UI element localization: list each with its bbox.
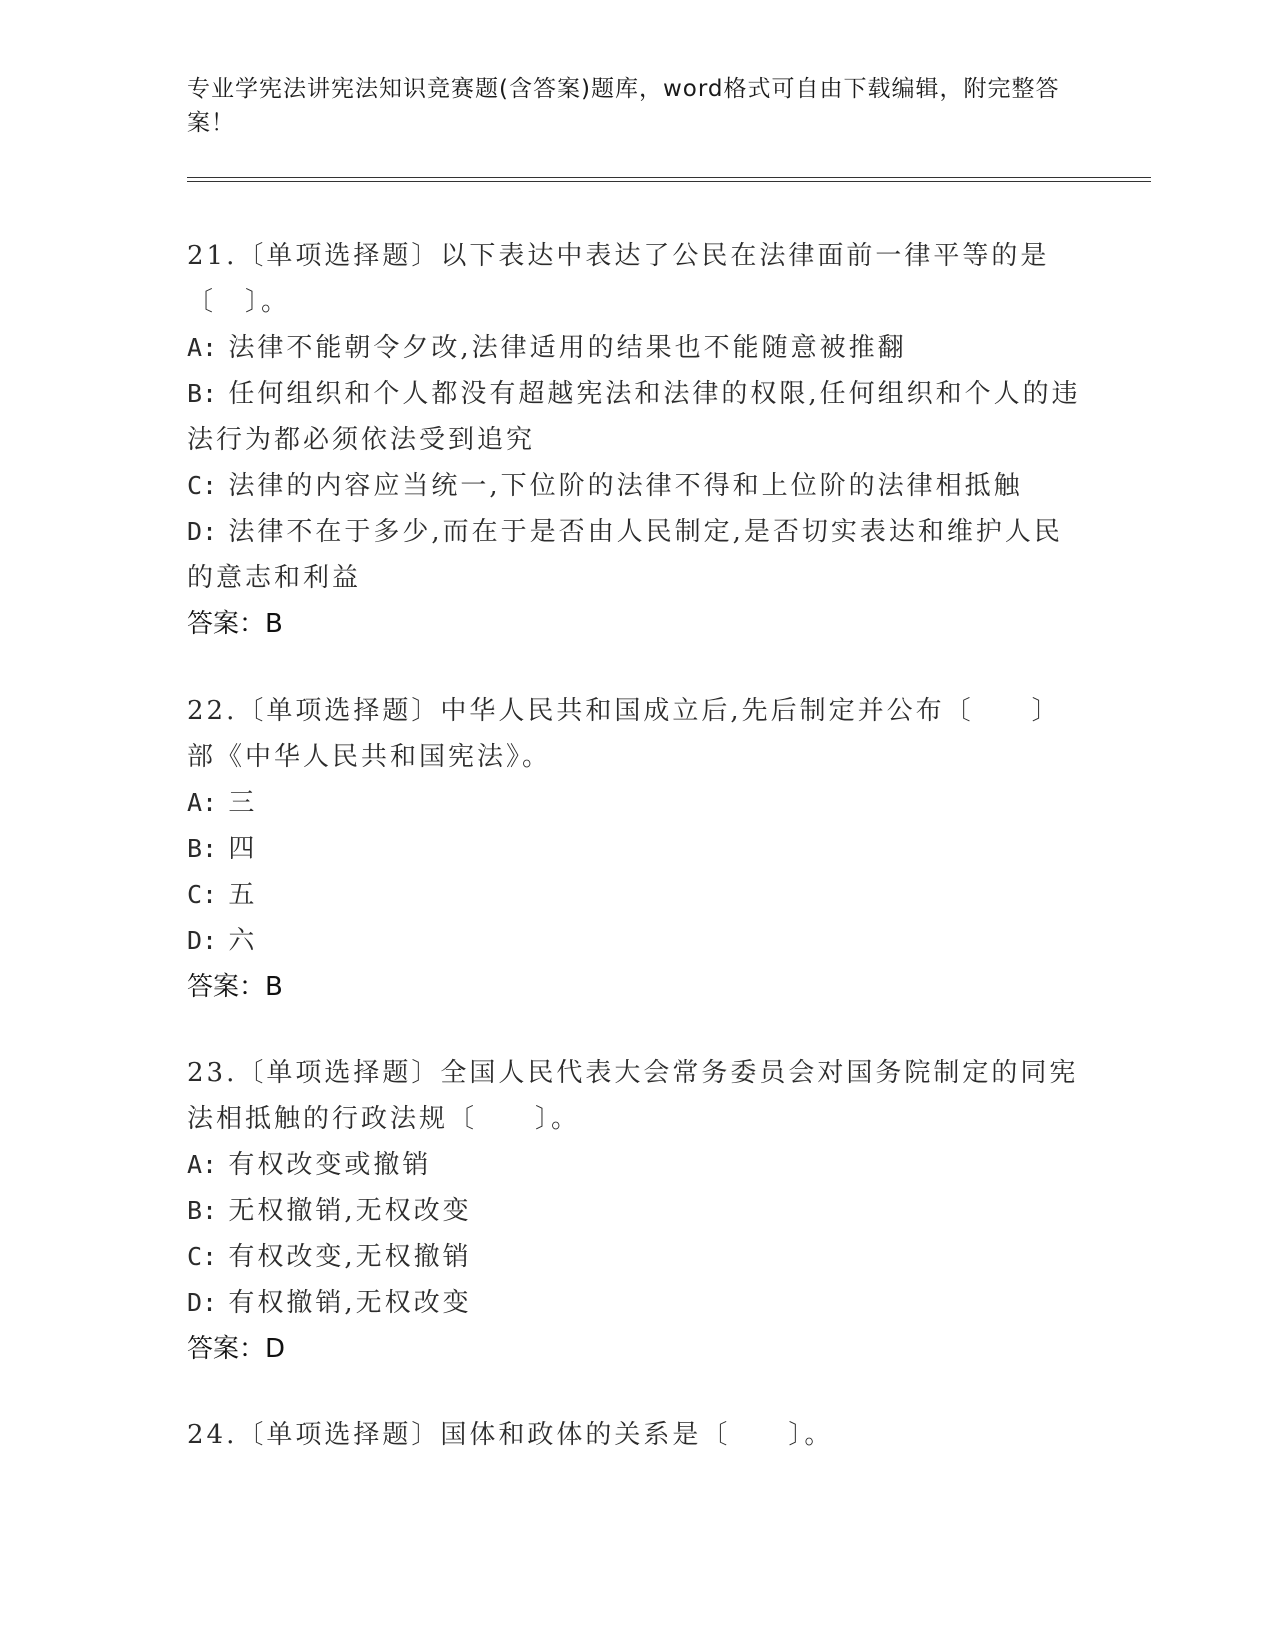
question-22 [187, 688, 1087, 1010]
option-text: 三 [228, 788, 258, 818]
option-a [187, 780, 1087, 826]
option-b [187, 371, 1087, 463]
option-key: C: [187, 471, 218, 500]
option-c [187, 872, 1087, 918]
option-text: 五 [228, 880, 258, 910]
option-c [187, 1234, 1087, 1280]
option-text: 任何组织和个人都没有超越宪法和法律的权限,任何组织和个人的违法行为都必须依法受到追究 [187, 379, 1081, 455]
option-b [187, 1188, 1087, 1234]
option-a [187, 1142, 1087, 1188]
question-stem: 22.〔单项选择题〕中华人民共和国成立后,先后制定并公布〔 〕部《中华人民共和国宪法》。 [187, 696, 1061, 772]
answer: 答案：B [187, 972, 283, 1002]
option-key: A: [187, 788, 218, 817]
option-text: 四 [228, 834, 258, 864]
option-text: 六 [228, 926, 258, 956]
answer: 答案：D [187, 1334, 286, 1364]
option-b [187, 826, 1087, 872]
option-text: 有权撤销,无权改变 [228, 1288, 472, 1318]
header-divider-bottom [187, 181, 1151, 182]
option-key: B: [187, 379, 218, 408]
option-key: B: [187, 1196, 218, 1225]
option-text: 法律不能朝令夕改,法律适用的结果也不能随意被推翻 [228, 333, 907, 363]
question-23 [187, 1050, 1087, 1372]
option-text: 法律不在于多少,而在于是否由人民制定,是否切实表达和维护人民的意志和利益 [187, 517, 1063, 593]
option-key: D: [187, 926, 218, 955]
option-text: 法律的内容应当统一,下位阶的法律不得和上位阶的法律相抵触 [228, 471, 1023, 501]
option-key: C: [187, 880, 218, 909]
option-d [187, 509, 1087, 601]
option-key: D: [187, 517, 218, 546]
question-stem: 24.〔单项选择题〕国体和政体的关系是〔 〕。 [187, 1420, 834, 1450]
option-key: B: [187, 834, 218, 863]
option-key: C: [187, 1242, 218, 1271]
document-header: 专业学宪法讲宪法知识竞赛题(含答案)题库，word格式可自由下载编辑，附完整答案！ [187, 76, 1060, 136]
option-key: D: [187, 1288, 218, 1317]
option-text: 有权改变,无权撤销 [228, 1242, 472, 1272]
option-d [187, 1280, 1087, 1326]
question-stem: 23.〔单项选择题〕全国人民代表大会常务委员会对国务院制定的同宪法相抵触的行政法规〔 〕。 [187, 1058, 1079, 1134]
question-24 [187, 1412, 1087, 1458]
answer: 答案：B [187, 609, 283, 639]
option-d [187, 918, 1087, 964]
option-text: 有权改变或撤销 [228, 1150, 432, 1180]
option-c [187, 463, 1087, 509]
option-key: A: [187, 333, 218, 362]
question-21 [187, 233, 1087, 647]
header-divider-top [187, 177, 1151, 178]
option-a [187, 325, 1087, 371]
option-text: 无权撤销,无权改变 [228, 1196, 472, 1226]
option-key: A: [187, 1150, 218, 1179]
question-stem: 21.〔单项选择题〕以下表达中表达了公民在法律面前一律平等的是〔 〕。 [187, 241, 1050, 317]
